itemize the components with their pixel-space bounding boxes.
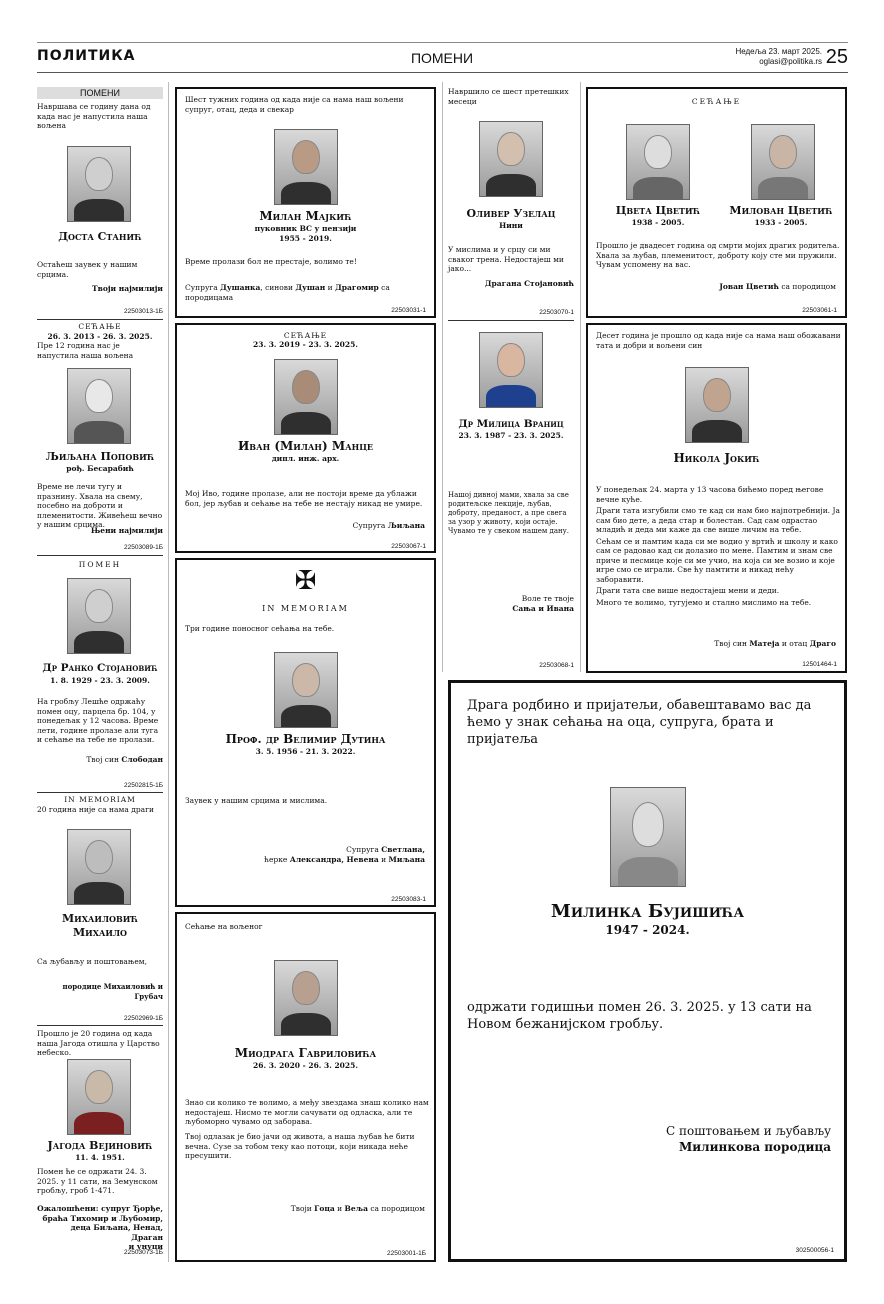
deceased-name: Миодрага Гавриловића xyxy=(234,1046,377,1060)
orthodox-cross-icon: ✠ xyxy=(294,566,317,596)
sig-part: и отац xyxy=(779,639,810,648)
obituary-signature xyxy=(185,521,425,531)
deceased-name: Никола Јокић xyxy=(673,451,760,465)
obituary-intro: Три године поносног сећања на тебе. xyxy=(185,624,335,633)
signature-name: Миљана xyxy=(388,854,425,864)
deceased-name: Милан Мајкић xyxy=(259,209,352,223)
obituary-milinko-bujisic xyxy=(448,680,847,1262)
separator xyxy=(448,320,574,321)
obituary-dates-father: 1933 - 2005. xyxy=(754,218,808,227)
sig-name: Драго xyxy=(809,639,836,648)
obituary-ranko-stojanovic xyxy=(37,560,163,790)
ad-code: 12501464-1 xyxy=(802,661,837,668)
sig-name: Матеја xyxy=(749,639,780,648)
obituary-text: Прошло је двадесет година од смрти мојих драгих родитеља. Хвала за љубав, племенитост, доброту коју сте ми пружили. Чувам успомену на вас. xyxy=(596,241,840,269)
signature-line xyxy=(185,845,425,855)
obituary-oliver-uzelac xyxy=(448,87,574,317)
signature-line: и унуци xyxy=(128,1242,163,1251)
signature-and: и xyxy=(381,854,387,864)
obituary-signature xyxy=(37,1204,163,1252)
sig-name: Душан xyxy=(295,283,326,292)
header-rule xyxy=(37,72,848,73)
obituary-dates: 23. 3. 1987 - 23. 3. 2025. xyxy=(458,431,564,440)
signature-line: С поштовањем и љубављу xyxy=(665,1124,831,1138)
deceased-name-mother: Цвета Цветић xyxy=(615,204,701,217)
obituary-signature xyxy=(596,282,836,292)
portrait-photo xyxy=(274,960,338,1036)
ad-code: 22503031-1 xyxy=(391,307,426,314)
obituary-text: На гробљу Лешће одржаћу помен оцу, парцела бр. 104, у понедељак у 12 часова. Време лети, године пролазе али туга и сећање на тебе не пролази. xyxy=(37,697,159,744)
newspaper-logo: ПОЛИТИКА xyxy=(37,48,136,64)
signature-name: Светлана, xyxy=(381,845,425,854)
separator xyxy=(37,1025,163,1026)
sig-name: Јован Цветић xyxy=(719,282,779,291)
portrait-photo xyxy=(685,367,749,443)
separator xyxy=(37,555,163,556)
obituary-signature: породице Михаиловић и Грубач xyxy=(62,982,163,1001)
obituary-signature xyxy=(185,845,425,864)
deceased-surname: Михаиловић xyxy=(61,912,139,925)
obituary-dates: 1947 - 2024. xyxy=(605,923,690,937)
deceased-name: Милинка Бујишића xyxy=(550,901,745,922)
obituary-intro: Сећање на вољеног xyxy=(185,922,263,931)
obituary-intro: Шест тужних година од када није са нама наш вољени супруг, отац, деда и свекар xyxy=(185,95,404,114)
section-title: ПОМЕНИ xyxy=(410,50,474,66)
sig-part: и xyxy=(334,1204,345,1213)
column-label: ПОМЕНИ xyxy=(37,87,163,99)
obituary-heading: СЕЋАЊЕ xyxy=(283,331,328,340)
deceased-name: Љиљана Поповић xyxy=(45,450,155,463)
obituary-nikola-jokic xyxy=(586,323,847,673)
obituary-dates: 23. 3. 2019 - 23. 3. 2025. xyxy=(253,340,358,349)
obituary-dates: 3. 5. 1956 - 21. 3. 2022. xyxy=(255,747,356,756)
obituary-milan-majkic xyxy=(175,87,436,318)
sig-part: Супруга xyxy=(185,283,221,292)
deceased-name-father: Милован Цветић xyxy=(729,204,833,217)
issue-info xyxy=(735,47,822,67)
column-divider xyxy=(442,82,443,672)
obituary-text: Мој Иво, године пролазе, али не постоји време да ублажи бол, јер љубав и сећање на тебе не нестају никад не умире. xyxy=(185,489,423,508)
obituary-heading: СЕЋАЊЕ xyxy=(691,97,742,106)
obituary-text: Заувек у нашим срцима и мислима. xyxy=(185,796,328,805)
obituary-cvetic-parents xyxy=(586,87,847,318)
signature-line: Воле те твоје xyxy=(521,594,574,603)
obituary-signature xyxy=(596,639,836,649)
obituary-dates: 1955 - 2019. xyxy=(279,234,332,243)
obituary-intro: Десет година је прошло од када није са нама наш обожавани тата и добри и вољени син xyxy=(596,331,841,350)
signature-name: Љиљана xyxy=(387,521,425,530)
obituary-ivan-mance xyxy=(175,323,436,553)
ad-code: 22503073-1Б xyxy=(124,1249,163,1256)
signature-names: Сања и Ивана xyxy=(512,603,574,613)
obituary-heading: СЕЋАЊЕ xyxy=(78,322,122,331)
obituary-text: У мислима и у срцу си ми сваког трена. Недостајеш ми јако... xyxy=(448,245,564,273)
portrait-photo xyxy=(274,129,338,205)
contact-email[interactable]: oglasi@politika.rs xyxy=(759,57,822,66)
sig-name: Драгомир xyxy=(335,283,379,292)
signature-line: браћа Тихомир и Љубомир, xyxy=(42,1213,163,1223)
portrait-photo xyxy=(67,368,131,444)
deceased-title: пуковник ВС у пензији xyxy=(254,224,357,233)
obituary-intro: Драга родбино и пријатељи, обавештавамо вас да ћемо у знак сећања на оца, супруга, брата и пријатеља xyxy=(467,698,812,747)
obituary-text: Време не лечи тугу и празнину. Хвала на свему, посебно на доброти и племенитости. Живећеш вечно у нашим срцима. xyxy=(37,482,163,529)
obituary-text: Твој одлазак је био јачи од живота, а наша љубав ће бити вечна. Сузе за тобом теку као потоци, који никада неће пресушити. xyxy=(185,1132,415,1160)
portrait-photo xyxy=(479,121,543,197)
obituary-intro: Пре 12 година нас је напустила наша вољена xyxy=(37,341,134,360)
obituary-velimir-dutina xyxy=(175,558,436,907)
separator xyxy=(37,319,163,320)
signature-prefix: Твој син xyxy=(86,755,119,764)
ad-code: 22503070-1 xyxy=(539,309,574,316)
obituary-intro: Навршило се шест претешких месеци xyxy=(448,87,569,106)
signature-name: Слободан xyxy=(121,755,163,764)
portrait-photo xyxy=(67,146,131,222)
obituary-miodrag-gavrilovic xyxy=(175,912,436,1262)
signature-prefix: Супруга xyxy=(352,521,386,530)
ad-code: 22503083-1 xyxy=(391,896,426,903)
ad-code: 22503061-1 xyxy=(802,307,837,314)
obituary-paragraph: Драги тата све више недостајеш мени и деди. xyxy=(596,586,780,595)
obituary-heading: IN MEMORIAM xyxy=(64,795,136,804)
portrait-photo xyxy=(274,359,338,435)
obituary-text: Са љубављу и поштовањем, xyxy=(37,957,147,966)
obituary-mihailo-mihailovic xyxy=(37,795,163,1023)
obituary-text: Помен ће се одржати 24. 3. 2025. у 11 сати, на Земунском гробљу, гроб 1-471. xyxy=(37,1167,158,1195)
obituary-paragraph: Сећам се и памтим када си ме водио у вртић и школу и како сам се радовао кад си долазио по мене. Памтим и знам све приче и песмице које си ме учио, на која си ме возио и које игре смо се играли. Све ћу памтити и никад нећу заборавити. xyxy=(596,536,838,584)
ad-code: 22503013-1Б xyxy=(124,308,163,315)
signature-name: Александра, Невена xyxy=(289,854,379,864)
obituary-intro: Прошло је 20 година од када наша Јагода отишла у Царство небеско. xyxy=(37,1029,160,1057)
sig-part: са породицом xyxy=(367,1204,425,1213)
sig-part: и xyxy=(325,283,336,292)
obituary-dosta-stanic xyxy=(37,102,163,318)
obituary-text: Знао си колико те волимо, а међу звездама знаш колико нам недостајеш. Нисмо те могли сачувати од одласка, али те љубоморно чувамо од заборава. xyxy=(185,1098,429,1126)
obituary-signature xyxy=(467,1123,831,1155)
top-rule xyxy=(37,42,848,43)
ad-code: 22502969-1Б xyxy=(124,1015,163,1022)
portrait-photo xyxy=(274,652,338,728)
sig-part: Твој син xyxy=(714,639,750,648)
obituary-dates: 26. 3. 2013 - 26. 3. 2025. xyxy=(47,331,153,341)
obituary-text: Нашој дивној мами, хвала за све родитељске лекције, љубав, доброту, преданост, а пре свега за узор у животу, који остаје. Чувамо те у свеком нашем дану. xyxy=(448,491,570,535)
portrait-photo xyxy=(67,578,131,654)
maiden-name: рођ. Бесарабић xyxy=(66,464,134,473)
sig-part: са породицама xyxy=(185,283,390,302)
deceased-nickname: Нини xyxy=(499,221,523,230)
sig-name: Веља xyxy=(344,1204,368,1213)
deceased-title: дипл. инж. арх. xyxy=(271,454,340,463)
obituary-signature xyxy=(448,594,574,613)
obituary-dates: 11. 4. 1951. xyxy=(75,1153,125,1162)
obituary-dates-mother: 1938 - 2005. xyxy=(631,218,685,227)
ad-code: 22503089-1Б xyxy=(124,544,163,551)
obituary-intro: 20 година није са нама драги xyxy=(37,804,155,814)
deceased-name: Проф. др Велимир Дутина xyxy=(225,732,386,746)
obituary-jagoda-vejinovic xyxy=(37,1029,163,1261)
ad-code: 302500056-1 xyxy=(795,1247,834,1254)
obituary-milica-vranic xyxy=(448,330,574,670)
obituary-dates: 26. 3. 2020 - 26. 3. 2025. xyxy=(253,1061,358,1070)
deceased-name: Иван (Милан) Манце xyxy=(237,439,374,453)
obituary-text: Време пролази бол не престаје, волимо те! xyxy=(185,257,357,266)
obituary-ljiljana-popovic xyxy=(37,322,163,552)
sig-name: Душанка xyxy=(220,283,261,292)
separator xyxy=(37,792,163,793)
portrait-photo xyxy=(610,787,686,887)
obituary-text: Остаћеш заувек у нашим срцима. xyxy=(37,260,138,279)
signature-line xyxy=(185,855,425,865)
portrait-photo xyxy=(479,332,543,408)
portrait-photo xyxy=(67,829,131,905)
issue-date: Недеља 23. март 2025. xyxy=(735,47,822,56)
obituary-dates: 1. 8. 1929 - 23. 3. 2009. xyxy=(50,676,150,685)
obituary-signature: Драгана Стојановић xyxy=(484,279,574,288)
sig-part: Твоји xyxy=(290,1204,315,1213)
signature-line: деца Биљана, Ненад, Драган xyxy=(70,1223,163,1242)
signature-family: Милинкова породица xyxy=(678,1140,831,1154)
page-number: 25 xyxy=(825,46,848,68)
obituary-signature: Твоји најмилији xyxy=(92,284,163,293)
deceased-name: Оливер Узелац xyxy=(466,207,556,220)
ad-code: 22502815-1Б xyxy=(124,782,163,789)
portrait-photo xyxy=(626,124,690,200)
obituary-heading: ПОМЕН xyxy=(78,560,122,569)
ad-code: 22503068-1 xyxy=(539,662,574,669)
obituary-heading: IN MEMORIAM xyxy=(262,604,349,613)
obituary-signature xyxy=(185,283,430,302)
sig-part: , синови xyxy=(260,283,296,292)
deceased-name: Др Ранко Стојановић xyxy=(42,662,158,674)
obituary-paragraph: Много те волимо, тугујемо и стално мислимо на тебе. xyxy=(596,597,812,607)
obituary-signature xyxy=(37,755,163,765)
obituary-body xyxy=(596,485,841,607)
deceased-firstname: Михаило xyxy=(72,926,128,939)
column-divider xyxy=(580,82,581,672)
ad-code: 22503001-1Б xyxy=(387,1250,426,1257)
obituary-signature xyxy=(185,1204,425,1214)
signature-line: Ожалошћени: супруг Ђорђе, xyxy=(37,1204,163,1213)
portrait-photo xyxy=(751,124,815,200)
deceased-name: Доста Станић xyxy=(58,230,142,243)
portrait-photo xyxy=(67,1059,131,1135)
deceased-name: Др Милица Враниц xyxy=(458,418,564,430)
signature-prefix: Супруга xyxy=(346,845,379,854)
sig-part: са породицом xyxy=(778,282,836,291)
obituary-intro: Навршава се годину дана од када нас је напустила наша вољена xyxy=(37,102,151,130)
sig-name: Гоца xyxy=(314,1204,335,1213)
obituary-paragraph: У понедељак 24. марта у 13 часова бићемо поред његове вечне куће. xyxy=(596,485,824,504)
obituary-text: одржати годишњи помен 26. 3. 2025. у 13 сати на Новом бежанијском гробљу. xyxy=(467,1000,812,1032)
ad-code: 22503067-1 xyxy=(391,543,426,550)
column-divider xyxy=(168,82,169,1262)
obituary-paragraph: Драги тата изгубили смо те кад си нам био најпотребнији. Ја сам био дете, а деда стар и болестан. Сад сам одрастао младић и деда ми каже да све више личим на тебе. xyxy=(596,506,840,534)
signature-prefix: ћерке xyxy=(264,854,288,864)
obituary-signature: Њени најмилији xyxy=(90,526,163,535)
deceased-name: Јагода Вејиновић xyxy=(47,1139,153,1152)
